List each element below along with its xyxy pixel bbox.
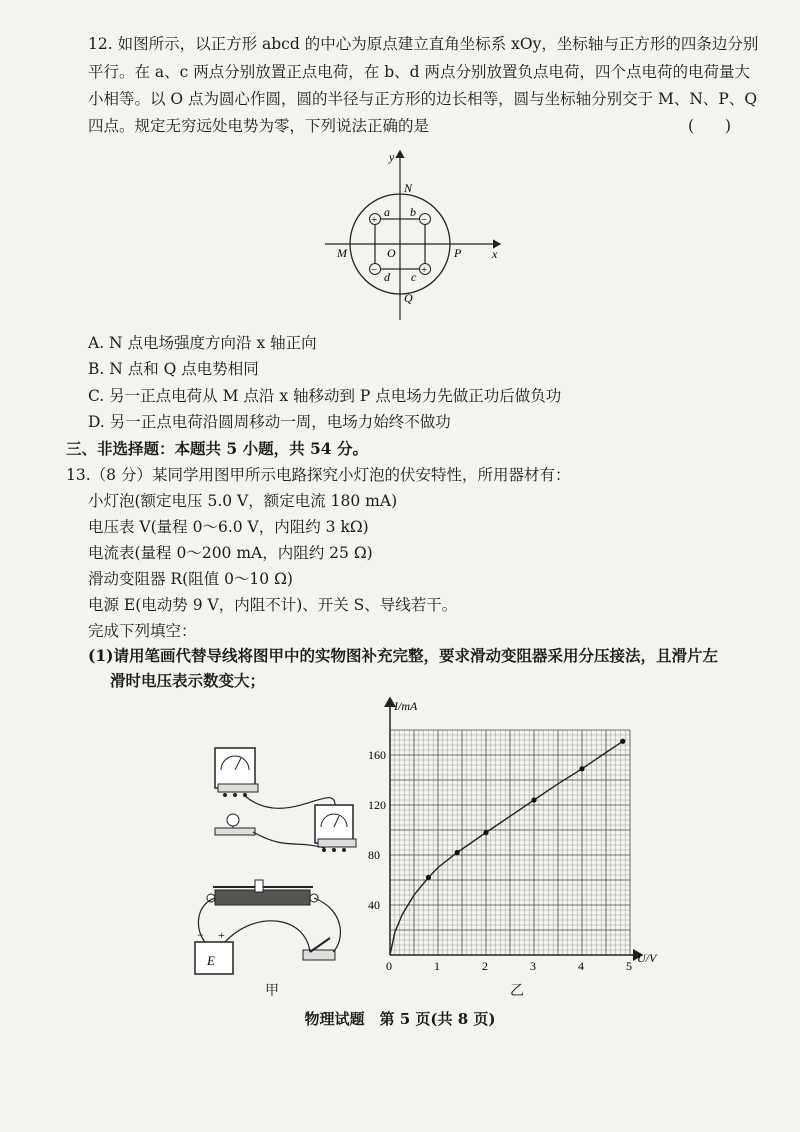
q12-option-a: A. N 点电场强度方向沿 x 轴正向 — [88, 334, 317, 352]
x-tick-label: 3 — [530, 959, 536, 973]
data-point — [426, 875, 431, 880]
charge-b-sign: − — [421, 214, 428, 226]
point-q: Q — [404, 291, 413, 305]
x-tick-label: 2 — [482, 959, 488, 973]
chart-x-ticks — [386, 959, 632, 973]
battery-plus: + — [218, 928, 225, 942]
q13-line-1: 13.（8 分）某同学用图甲所示电路探究小灯泡的伏安特性，所用器材有： — [66, 466, 571, 484]
q13-line-9: 滑时电压表示数变大； — [110, 671, 266, 690]
y-tick-label: 80 — [368, 848, 380, 862]
q13-line-2: 小灯泡(额定电压 5.0 V，额定电流 180 mA) — [88, 492, 398, 510]
q12-option-b: B. N 点和 Q 点电势相同 — [88, 360, 259, 378]
charge-d-label: d — [384, 270, 390, 284]
battery-minus: − — [197, 928, 204, 942]
answer-paren: ( ) — [688, 117, 732, 135]
page-footer: 物理试题 第 5 页(共 8 页) — [304, 1010, 496, 1028]
q12-line-4: 四点。规定无穷远处电势为零，下列说法正确的是 — [88, 117, 430, 135]
data-point — [483, 830, 488, 835]
q13-line-8: (1)请用笔画代替导线将图甲中的实物图补充完整，要求滑动变阻器采用分压接法，且滑片左 — [88, 646, 718, 665]
q12-line-3: 小相等。以 O 点为圆心作圆，圆的半径与正方形的边长相等，圆与坐标轴分别交于 M、N、P、Q — [88, 90, 758, 108]
y-tick-label: 160 — [368, 748, 386, 762]
x-axis-label: x — [492, 247, 498, 261]
data-point — [579, 766, 584, 771]
x-tick-label: 4 — [578, 959, 584, 973]
bulb-icon — [215, 814, 255, 835]
point-n: N — [404, 181, 413, 195]
charge-a-sign: + — [371, 214, 378, 226]
ammeter-icon — [315, 805, 356, 852]
q12-line-1: 12. 如图所示，以正方形 abcd 的中心为原点建立直角坐标系 xOy，坐标轴与正方形的四条边分别 — [88, 35, 759, 53]
chart-y-label: I/mA — [394, 699, 418, 713]
iu-curve — [390, 741, 623, 955]
q13-line-5: 滑动变阻器 R(阻值 0～10 Ω) — [88, 570, 293, 588]
x-tick-label: 5 — [626, 959, 632, 973]
y-axis-label: y — [389, 150, 395, 164]
chart-y-ticks — [368, 748, 386, 912]
q13-line-4: 电流表(量程 0～200 mA，内阻约 25 Ω) — [88, 544, 373, 562]
data-point — [455, 850, 460, 855]
q13-line-6: 电源 E(电动势 9 V，内阻不计)、开关 S、导线若干。 — [88, 596, 458, 614]
iu-chart — [360, 690, 660, 985]
x-tick-label: 0 — [386, 959, 392, 973]
circuit-apparatus-figure — [185, 740, 360, 980]
q12-option-c: C. 另一正点电荷从 M 点沿 x 轴移动到 P 点电场力先做正功后做负功 — [88, 387, 562, 405]
charge-diagram — [320, 145, 510, 325]
point-m: M — [337, 246, 347, 260]
charge-b-label: b — [410, 205, 416, 219]
y-tick-label: 40 — [368, 898, 380, 912]
charge-c-label: c — [411, 270, 417, 284]
q13-line-7: 完成下列填空： — [88, 622, 197, 640]
x-tick-label: 1 — [434, 959, 440, 973]
data-point — [531, 797, 536, 802]
figure-jia-label: 甲 — [265, 983, 279, 999]
charge-c-sign: + — [421, 264, 428, 276]
chart-x-label: U/V — [637, 951, 657, 965]
section-heading: 三、非选择题：本题共 5 小题，共 54 分。 — [66, 439, 368, 458]
battery-label: E — [207, 953, 215, 968]
q12-option-d: D. 另一正点电荷沿圆周移动一周，电场力始终不做功 — [88, 413, 451, 431]
figure-yi-label: 乙 — [510, 983, 524, 999]
origin-label: O — [387, 246, 396, 260]
charge-d-sign: − — [371, 264, 378, 276]
rheostat-icon — [207, 880, 318, 905]
switch-icon — [303, 938, 335, 960]
voltmeter-icon — [215, 748, 258, 797]
chart-grid-major — [390, 730, 630, 955]
data-point — [620, 739, 625, 744]
q12-line-2: 平行。在 a、c 两点分别放置正点电荷，在 b、d 两点分别放置负点电荷，四个点电荷的电荷量大 — [88, 63, 750, 81]
point-p: P — [454, 246, 462, 260]
charge-a-label: a — [384, 205, 390, 219]
q13-line-3: 电压表 V(量程 0～6.0 V，内阻约 3 kΩ) — [88, 518, 369, 536]
y-tick-label: 120 — [368, 798, 386, 812]
